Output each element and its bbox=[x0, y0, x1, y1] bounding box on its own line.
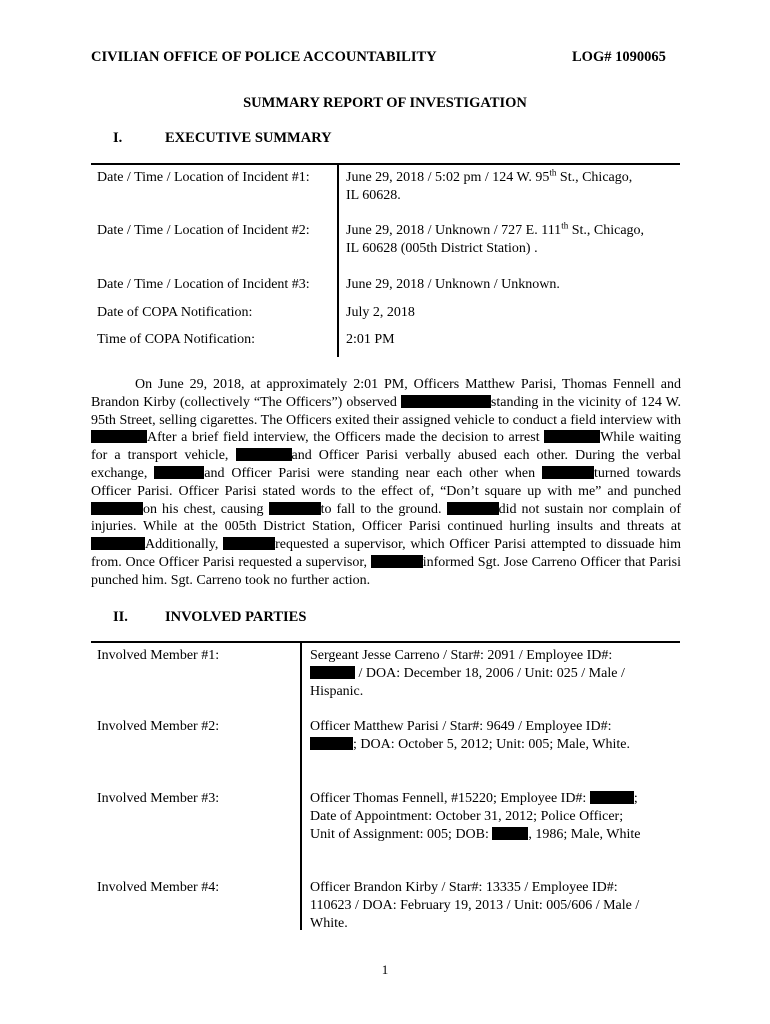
incident-3-label: Date / Time / Location of Incident #3: bbox=[97, 277, 310, 292]
redaction bbox=[447, 502, 499, 515]
copa-date-label: Date of COPA Notification: bbox=[97, 305, 253, 320]
redaction bbox=[590, 791, 634, 804]
page-number: 1 bbox=[381, 962, 389, 977]
redaction bbox=[91, 502, 143, 515]
section-2-number: II. bbox=[113, 609, 128, 625]
member-3-value: Officer Thomas Fennell, #15220; Employee ID#: ; Date of Appointment: October 31, 2012; Police Officer; Unit of Assignment: 005; DOB: , 1986; Male, White bbox=[310, 791, 641, 842]
incident-1-value: June 29, 2018 / 5:02 pm / 124 W. 95th St., Chicago, IL 60628. bbox=[346, 167, 633, 203]
log-number: LOG# 1090065 bbox=[572, 49, 666, 65]
redaction bbox=[154, 466, 204, 479]
copa-time-label: Time of COPA Notification: bbox=[97, 332, 256, 347]
incident-1-label: Date / Time / Location of Incident #1: bbox=[97, 170, 310, 185]
member-1-label: Involved Member #1: bbox=[97, 648, 220, 663]
redaction bbox=[492, 827, 528, 840]
redaction bbox=[401, 395, 491, 408]
redaction bbox=[91, 537, 145, 550]
copa-time-value: 2:01 PM bbox=[346, 332, 395, 347]
redaction bbox=[542, 466, 594, 479]
section-1-number: I. bbox=[113, 130, 123, 146]
section-2-title: INVOLVED PARTIES bbox=[165, 609, 307, 625]
incident-3-value: June 29, 2018 / Unknown / Unknown. bbox=[346, 277, 560, 292]
section-1-divider bbox=[337, 164, 339, 357]
redaction bbox=[223, 537, 275, 550]
agency-name: CIVILIAN OFFICE OF POLICE ACCOUNTABILITY bbox=[91, 49, 437, 65]
redaction bbox=[91, 430, 147, 443]
member-4-label: Involved Member #4: bbox=[97, 880, 220, 895]
report-title: SUMMARY REPORT OF INVESTIGATION bbox=[243, 95, 527, 111]
summary-paragraph: On June 29, 2018, at approximately 2:01 PM, Officers Matthew Parisi, Thomas Fennell and Brandon Kirby (collectively “The Officers”) observed standing in the vicinity of 124 W. 95th Street, selling cigarettes. The Officers exited their assigned vehicle to conduct a field interview with After a brief field interview, the Officers made the decision to arrest While waiting for a transport vehicle, and Officer Parisi verbally abused each other. During the verbal exchange, and Officer Parisi were standing near each other when turned towards Officer Parisi. Officer Parisi stated words to the effect of, “Don’t square up with me” and punched on his chest, causing to fall to the ground. did not sustain nor complain of injuries. While at the 005th District Station, Officer Parisi continued hurling insults and threats at Additionally, requested a supervisor, which Officer Parisi attempted to dissuade him from. Once Officer Parisi requested a supervisor, informed Sgt. Jose Carreno Officer that Parisi punched him. Sgt. Carreno took no further action. bbox=[91, 377, 682, 588]
incident-2-value: June 29, 2018 / Unknown / 727 E. 111th St., Chicago, IL 60628 (005th District Station) . bbox=[346, 220, 645, 256]
member-3-label: Involved Member #3: bbox=[97, 791, 220, 806]
redaction bbox=[544, 430, 600, 443]
copa-date-value: July 2, 2018 bbox=[346, 305, 415, 320]
redaction bbox=[310, 737, 353, 750]
redaction bbox=[371, 555, 423, 568]
member-2-label: Involved Member #2: bbox=[97, 719, 220, 734]
section-1-title: EXECUTIVE SUMMARY bbox=[165, 130, 332, 146]
redaction bbox=[236, 448, 292, 461]
incident-2-label: Date / Time / Location of Incident #2: bbox=[97, 223, 310, 238]
section-2-rule bbox=[91, 641, 680, 643]
member-4-value: Officer Brandon Kirby / Star#: 13335 / Employee ID#: 110623 / DOA: February 19, 2013 / Unit: 005/606 / Male / White. bbox=[310, 880, 640, 931]
section-2-divider bbox=[300, 642, 302, 930]
member-1-value: Sergeant Jesse Carreno / Star#: 2091 / Employee ID#: / DOA: December 18, 2006 / Unit: 025 / Male / Hispanic. bbox=[310, 648, 625, 699]
redaction bbox=[310, 666, 355, 679]
section-1-rule bbox=[91, 163, 680, 165]
redaction bbox=[269, 502, 321, 515]
member-2-value: Officer Matthew Parisi / Star#: 9649 / Employee ID#: ; DOA: October 5, 2012; Unit: 005; Male, White. bbox=[310, 719, 630, 752]
